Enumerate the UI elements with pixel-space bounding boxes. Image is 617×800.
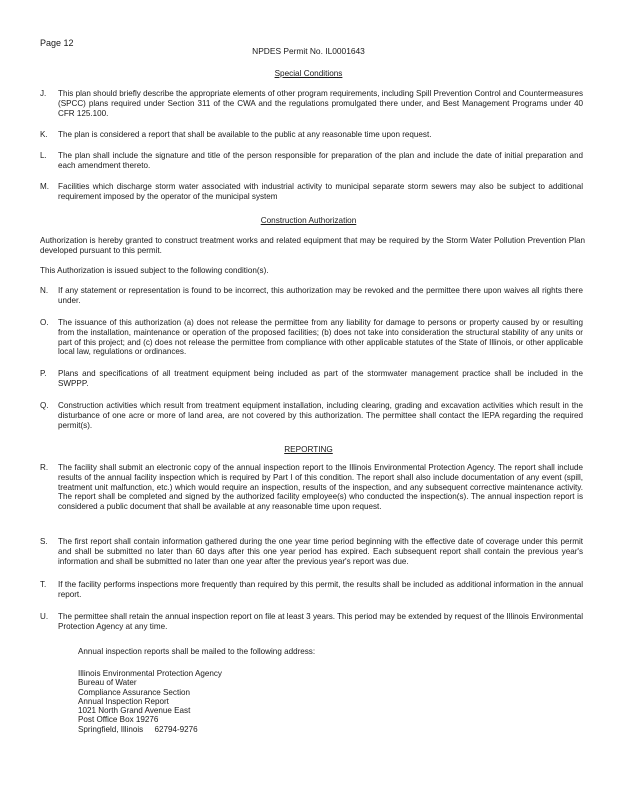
item-letter: M. — [40, 182, 49, 191]
condition-item-q — [40, 401, 583, 430]
permit-number: NPDES Permit No. IL0001643 — [252, 46, 365, 56]
construction-intro: Authorization is hereby granted to construct treatment works and related equipment that may be required by the Storm Water Pollution Prevention Plan developed pursuant to this permit. — [40, 236, 585, 255]
address-line: 1021 North Grand Avenue East — [78, 706, 191, 716]
mailing-address — [78, 669, 222, 734]
item-letter: Q. — [40, 401, 49, 410]
item-letter: P. — [40, 369, 47, 378]
condition-item-u — [40, 612, 583, 632]
item-text: The plan is considered a report that shall be available to the public at any reasonable time upon request. — [58, 130, 432, 139]
item-letter: K. — [40, 130, 48, 139]
condition-item-t — [40, 580, 583, 600]
address-line: Bureau of Water — [78, 678, 137, 688]
item-text: This plan should briefly describe the appropriate elements of other program requirements, including Spill Prevention Control and Countermeasures (SPCC) plans required under Section 311 of the CWA and the regulations promulgated there under, and Best Management Programs under 40 CFR 125.100. — [58, 89, 583, 118]
item-letter: S. — [40, 537, 48, 546]
item-text: The plan shall include the signature and title of the person responsible for preparation of the plan and include the date of initial preparation and each amendment thereto. — [58, 151, 583, 170]
item-letter: L. — [40, 151, 47, 160]
address-line: Springfield, Illinois 62794-9276 — [78, 724, 198, 734]
heading-construction-authorization: Construction Authorization — [260, 216, 357, 225]
address-line: Post Office Box 19276 — [78, 715, 159, 725]
item-text: Facilities which discharge storm water associated with industrial activity to municipal separate storm sewers may also be subject to additional requirement imposed by the operator of the municipal system — [58, 182, 583, 201]
item-text: If the facility performs inspections more frequently than required by this permit, the results shall be included as additional information in the annual report. — [58, 580, 583, 599]
item-letter: O. — [40, 318, 49, 327]
condition-item-r — [40, 463, 583, 512]
address-line: Illinois Environmental Protection Agency — [78, 669, 222, 678]
condition-item-s — [40, 537, 583, 566]
address-line: Annual Inspection Report — [78, 696, 169, 706]
condition-item-m — [40, 182, 583, 202]
condition-item-l — [40, 151, 583, 171]
item-letter: U. — [40, 612, 49, 621]
condition-item-n — [40, 286, 583, 306]
item-letter: T. — [40, 580, 47, 589]
item-letter: N. — [40, 286, 49, 295]
item-letter: J. — [40, 89, 47, 98]
item-text: If any statement or representation is found to be incorrect, this authorization may be revoked and the permittee there upon waives all rights there under. — [58, 286, 583, 305]
heading-reporting: REPORTING — [284, 445, 333, 454]
construction-subject: This Authorization is issued subject to the following condition(s). — [40, 266, 269, 275]
condition-item-k — [40, 130, 583, 140]
condition-item-p — [40, 369, 583, 389]
item-text: The issuance of this authorization (a) does not release the permittee from any liability for damage to persons or property caused by or resulting from the installation, maintenance or operation of the proposed facilities; (b) does not take into consideration the structural stability of any units or part of this project; and (c) does not release the permittee from compliance with other applicable statutes of the State of Illinois, or other applicable local law, regulations or ordinances. — [58, 318, 583, 357]
condition-item-o — [40, 318, 583, 357]
item-text: The facility shall submit an electronic copy of the annual inspection report to the Illinois Environmental Protection Agency. The report shall include results of the annual facility inspection which is required by Part I of this condition. The report shall also include documentation of any event (spill, treatment unit malfunction, etc.) which would require an inspection, results of the inspection, and any subsequent corrective maintenance activity. The report shall be completed and signed by the authorized facility employee(s) who conducted the inspection(s). The annual inspection report is considered a public document that shall be available at any reasonable time upon request. — [58, 463, 583, 512]
item-text: Construction activities which result from treatment equipment installation, including clearing, grading and excavation activities which result in the disturbance of one acre or more of land area, are not covered by this authorization. The permittee shall contact the IEPA regarding the required permit(s). — [58, 401, 583, 430]
condition-item-j — [40, 89, 583, 118]
item-letter: R. — [40, 463, 49, 472]
page-number: Page 12 — [40, 38, 74, 48]
item-text: The permittee shall retain the annual inspection report on file at least 3 years. This period may be extended by request of the Illinois Environmental Protection Agency at any time. — [58, 612, 583, 631]
item-text: Plans and specifications of all treatment equipment being included as part of the stormwater management practice shall be included in the SWPPP. — [58, 369, 583, 388]
heading-special-conditions: Special Conditions — [274, 69, 343, 78]
item-text: The first report shall contain information gathered during the one year time period beginning with the effective date of coverage under this permit and shall be submitted no later than 60 days after this one year period has expired. Each subsequent report shall contain the previous year's information and shall be submitted no later than one year after the previous year's report was due. — [58, 537, 583, 566]
mail-intro: Annual inspection reports shall be mailed to the following address: — [78, 647, 316, 656]
address-line: Compliance Assurance Section — [78, 687, 191, 697]
